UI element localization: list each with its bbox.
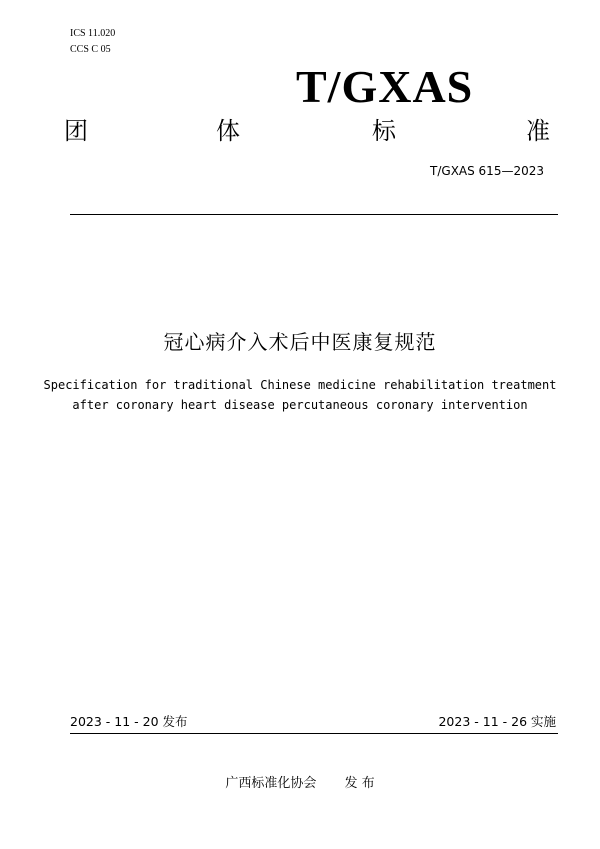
- publisher-name: 广西标准化协会: [225, 776, 317, 791]
- bottom-divider: [70, 733, 558, 734]
- implement-date: 2023 - 11 - 26 实施: [438, 714, 556, 729]
- ccs-code: CCS C 05: [70, 44, 111, 55]
- standard-logo: T/GXAS: [296, 61, 474, 112]
- standard-type-char: 准: [526, 117, 550, 145]
- title-chinese: 冠心病介入术后中医康复规范: [163, 330, 437, 354]
- standard-number: T/GXAS 615—2023: [430, 164, 544, 178]
- standard-type: [64, 116, 554, 146]
- top-divider: [70, 214, 558, 215]
- ics-code: ICS 11.020: [70, 28, 116, 39]
- title-english-line1: Specification for traditional Chinese medicine rehabilitation treatment: [43, 378, 557, 392]
- standard-type-char: 团: [64, 117, 88, 145]
- publish-date: 2023 - 11 - 20 发布: [70, 714, 188, 729]
- standard-type-char: 体: [216, 117, 240, 145]
- standard-type-char: 标: [372, 117, 396, 145]
- publisher: [0, 775, 600, 793]
- title-english-line2: after coronary heart disease percutaneous coronary intervention: [72, 398, 528, 412]
- publisher-action: 发 布: [344, 776, 375, 791]
